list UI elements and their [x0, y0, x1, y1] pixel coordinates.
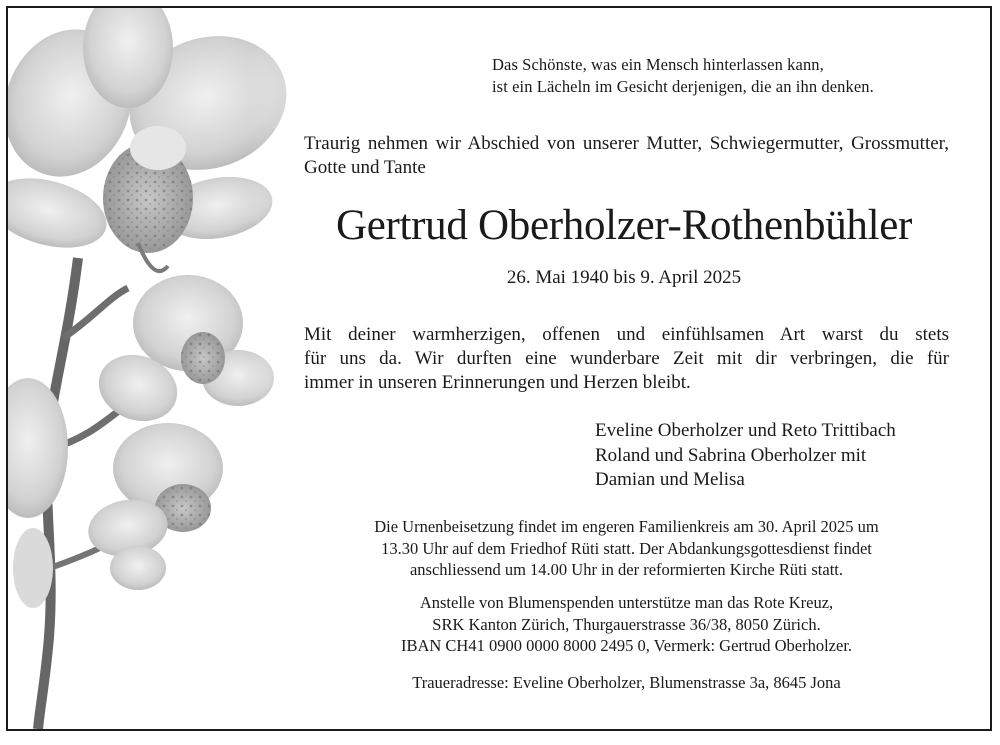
donation-line: Anstelle von Blumenspenden unterstütze man das Rote Kreuz, — [419, 593, 834, 612]
mourning-address: Traueradresse: Eveline Oberholzer, Blumenstrasse 3a, 8645 Jona — [412, 673, 841, 692]
memorial-quote — [492, 54, 874, 98]
orchid-photo — [8, 8, 308, 729]
tribute-text — [304, 323, 949, 395]
burial-info — [304, 516, 949, 581]
family-line: Damian und Melisa — [595, 469, 745, 490]
quote-line: ist ein Lächeln im Gesicht derjenigen, die an ihn denken. — [492, 77, 874, 96]
family-line: Roland und Sabrina Oberholzer mit — [595, 444, 867, 466]
life-dates: 26. Mai 1940 bis 9. April 2025 — [506, 267, 742, 288]
donation-line: IBAN CH41 0900 0000 8000 2495 0, Vermerk: Gertrud Oberholzer. — [400, 636, 853, 655]
mourning-family — [595, 419, 896, 493]
burial-line: 13.30 Uhr auf dem Friedhof Rüti statt. Der Abdankungsgottesdienst findet — [381, 538, 872, 558]
donation-info — [304, 592, 949, 657]
tribute-line: immer in unseren Erinnerungen und Herzen bleibt. — [304, 372, 691, 393]
family-line: Eveline Oberholzer und Reto Trittibach — [595, 420, 896, 441]
burial-line: Die Urnenbeisetzung findet im engeren Familienkreis am 30. April 2025 um — [374, 517, 879, 536]
obituary-notice — [6, 6, 992, 731]
intro-text: Traurig nehmen wir Abschied von unserer Mutter, Schwiegermutter, Grossmutter, Gotte und Tante — [304, 133, 949, 178]
donation-line: SRK Kanton Zürich, Thurgauerstrasse 36/38, 8050 Zürich. — [432, 614, 821, 634]
tribute-line: für uns da. Wir durften eine wunderbare Zeit mit dir verbringen, die für — [304, 348, 949, 369]
tribute-line: Mit deiner warmherzigen, offenen und einfühlsamen Art warst du stets — [304, 324, 949, 345]
quote-line: Das Schönste, was ein Mensch hinterlassen kann, — [492, 55, 824, 74]
deceased-name: Gertrud Oberholzer-Rothenbühler — [335, 202, 913, 249]
burial-line: anschliessend um 14.00 Uhr in der reformierten Kirche Rüti statt. — [409, 560, 843, 579]
notice-text-column — [304, 8, 956, 729]
